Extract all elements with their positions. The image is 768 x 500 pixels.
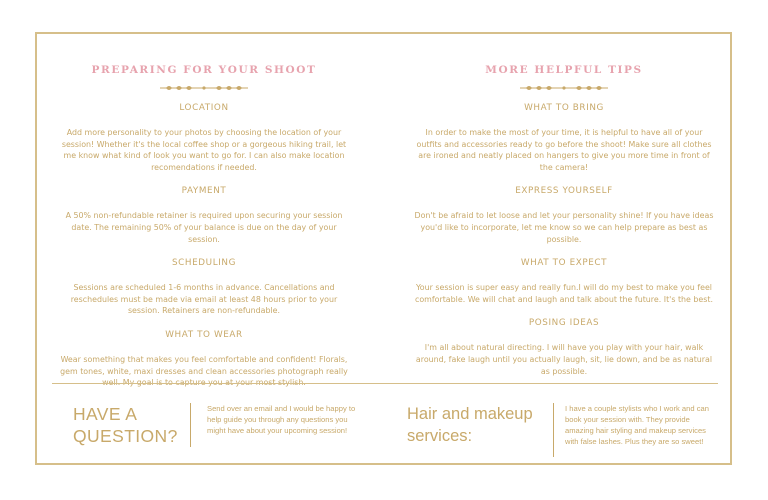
payment-text: A 50% non-refundable retainer is required upon securing your session date. The remaining 50% of your balance is due on the day of your session. <box>65 211 343 244</box>
right-section <box>413 317 715 377</box>
what-to-bring-heading: WHAT TO BRING <box>524 103 604 113</box>
left-section <box>55 102 353 173</box>
scheduling-heading: SCHEDULING <box>171 258 236 269</box>
posing-ideas-text: I'm all about natural directing. I will have you play with your hair, walk around, fake laugh until you actually laugh, sit, lie down, and be as natural as possible. <box>415 343 713 376</box>
laurel-flourish-icon <box>158 83 250 93</box>
hair-makeup-title <box>407 403 533 447</box>
what-to-wear-text: Wear something that makes you feel comfortable and confident! Florals, gem tones, white, maxi dresses and clean accessories photograph really well. My goal is to capture you at your most stylish. <box>60 354 348 388</box>
hair-makeup-title-line: Hair and makeup <box>407 405 533 423</box>
question-text: Send over an email and I would be happy to help guide you through any questions you might have about your upcoming session! <box>207 404 356 435</box>
location-text: Add more personality to your photos by choosing the location of your session! Whether it's the local coffee shop or a gorgeous hiking trail, let me know what kind of look you want to go for. I can also make location recomendations if needed. <box>61 128 347 172</box>
posing-ideas-heading: POSING IDEAS <box>528 318 600 329</box>
question-title-line: HAVE A <box>73 404 138 424</box>
hair-makeup-title-line: services: <box>407 427 473 445</box>
right-section <box>413 257 715 305</box>
right-section <box>413 185 715 245</box>
right-column <box>413 60 715 389</box>
hair-makeup-divider <box>553 403 554 457</box>
right-section <box>413 102 715 173</box>
left-column <box>55 60 353 401</box>
footer-divider <box>52 383 718 384</box>
question-title <box>73 403 178 447</box>
laurel-flourish-icon <box>518 83 610 93</box>
express-yourself-heading: EXPRESS YOURSELF <box>515 186 613 197</box>
hair-makeup-text: I have a couple stylists who I work and can book your session with. They provide amazing hair styling and makeup services with false lashes. Plus they are so sweet! <box>565 404 709 446</box>
left-section <box>55 329 353 389</box>
what-to-expect-heading: WHAT TO EXPECT <box>520 258 608 269</box>
left-column-title: PREPARING FOR YOUR SHOOT <box>91 64 317 76</box>
right-column-title: MORE HELPFUL TIPS <box>485 64 643 76</box>
payment-heading: PAYMENT <box>181 186 227 197</box>
left-section <box>55 257 353 317</box>
left-section <box>55 185 353 245</box>
what-to-expect-text: Your session is super easy and really fun.I will do my best to make you feel comfortable. We will chat and laugh and talk about the future. It's the best. <box>415 283 713 304</box>
question-title-line: QUESTION? <box>73 426 178 446</box>
location-heading: LOCATION <box>179 103 229 113</box>
question-divider <box>190 403 191 447</box>
what-to-bring-text: In order to make the most of your time, it is helpful to have all of your outfits and accessories ready to go before the shoot! Make sure all clothes are ironed and neatly placed on hangers to give you more time in front of the camera! <box>416 128 712 172</box>
express-yourself-text: Don't be afraid to let loose and let your personality shine! If you have ideas you'd like to incorporate, let me know so we can help prepare as best as possible. <box>414 211 714 244</box>
scheduling-text: Sessions are scheduled 1-6 months in advance. Cancellations and reschedules must be made via email at least 48 hours prior to your session. Retainers are non-refundable. <box>70 283 338 316</box>
what-to-wear-heading: WHAT TO WEAR <box>165 329 243 340</box>
